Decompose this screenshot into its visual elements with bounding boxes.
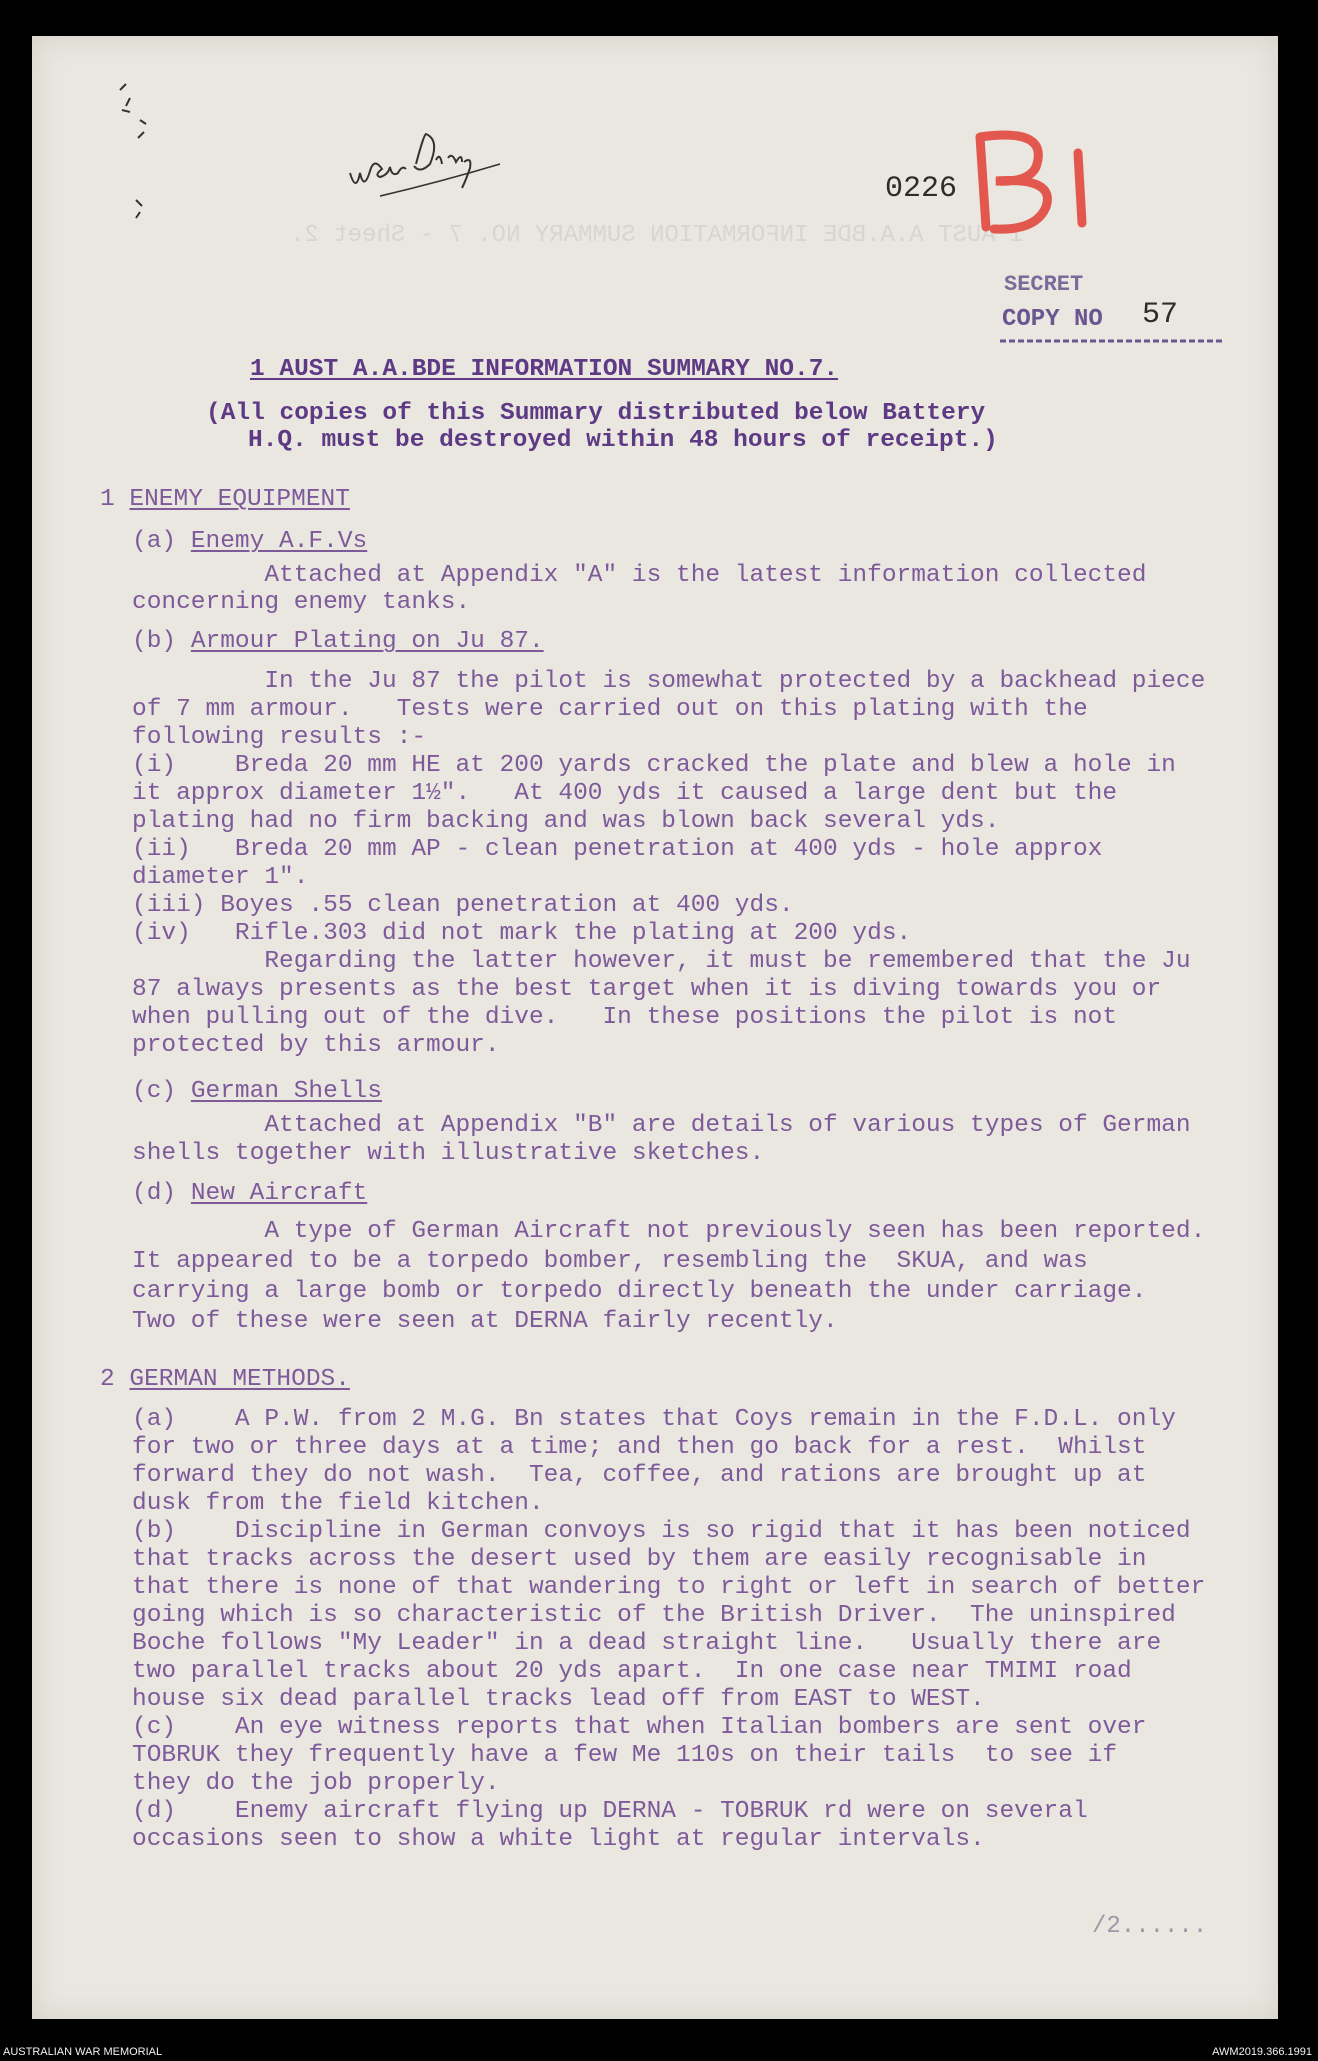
text-line: (b) Discipline in German convoys is so rigid that it has been noticed	[132, 1518, 1191, 1545]
text-line: that tracks across the desert used by them are easily recognisable in	[132, 1546, 1147, 1573]
text-line: protected by this armour.	[132, 1032, 500, 1059]
text-line: (iii) Boyes .55 clean penetration at 400 yds.	[132, 892, 794, 919]
text-line: Two of these were seen at DERNA fairly recently.	[132, 1308, 838, 1335]
document-title: 1 AUST A.A.BDE INFORMATION SUMMARY NO.7.	[250, 356, 839, 383]
text-line: A type of German Aircraft not previously seen has been reported.	[132, 1218, 1206, 1245]
text-line: Attached at Appendix "A" is the latest information collected	[132, 562, 1147, 589]
text-line: dusk from the field kitchen.	[132, 1490, 544, 1517]
text-line: In the Ju 87 the pilot is somewhat protected by a backhead piece	[132, 668, 1206, 695]
text-line: house six dead parallel tracks lead off from EAST to WEST.	[132, 1686, 985, 1713]
text-line: 87 always presents as the best target when it is diving towards you or	[132, 976, 1162, 1003]
text-line: when pulling out of the dive. In these positions the pilot is not	[132, 1004, 1118, 1031]
footer-credit: AUSTRALIAN WAR MEMORIAL	[3, 2046, 163, 2058]
text-line: (a) A P.W. from 2 M.G. Bn states that Coys remain in the F.D.L. only	[132, 1406, 1176, 1433]
copy-number: 57	[1142, 298, 1179, 332]
section1-heading: 1 ENEMY EQUIPMENT	[100, 486, 350, 513]
header-note-line2: H.Q. must be destroyed within 48 hours of receipt.)	[248, 427, 998, 454]
copy-label: COPY NO	[1002, 306, 1103, 333]
text-line: Boche follows "My Leader" in a dead straight line. Usually there are	[132, 1630, 1162, 1657]
header-note-line1: (All copies of this Summary distributed below Battery	[206, 400, 986, 427]
text-line: It appeared to be a torpedo bomber, resembling the SKUA, and was	[132, 1248, 1088, 1275]
text-line: TOBRUK they frequently have a few Me 110s on their tails to see if	[132, 1742, 1118, 1769]
subsection-1a-heading: (a) Enemy A.F.Vs	[132, 528, 368, 555]
subsection-1b-heading: (b) Armour Plating on Ju 87.	[132, 628, 544, 655]
text-line: two parallel tracks about 20 yds apart. In one case near TMIMI road	[132, 1658, 1132, 1685]
footer-bar	[0, 2043, 1318, 2061]
pin-marks	[100, 80, 190, 240]
text-line: plating had no firm backing and was blown back several yds.	[132, 808, 1000, 835]
show-through-text: 1 AUST A.A.BDE INFORMATION SUMMARY NO. 7 - Sheet 2.	[290, 222, 1025, 249]
text-line: they do the job properly.	[132, 1770, 500, 1797]
secret-stamp: SECRET	[1004, 272, 1084, 297]
text-line: (ii) Breda 20 mm AP - clean penetration at 400 yds - hole approx	[132, 836, 1103, 863]
text-line: (iv) Rifle.303 did not mark the plating at 200 yds.	[132, 920, 912, 947]
folio-number: 0226	[885, 172, 958, 206]
text-line: that there is none of that wandering to right or left in search of better	[132, 1574, 1206, 1601]
text-line: (d) Enemy aircraft flying up DERNA - TOBRUK rd were on several	[132, 1798, 1088, 1825]
text-line: (i) Breda 20 mm HE at 200 yards cracked the plate and blew a hole in	[132, 752, 1176, 779]
text-line: Regarding the latter however, it must be remembered that the Ju	[132, 948, 1191, 975]
text-line: it approx diameter 1½". At 400 yds it caused a large dent but the	[132, 780, 1118, 807]
text-line: forward they do not wash. Tea, coffee, and rations are brought up at	[132, 1462, 1147, 1489]
section2-heading: 2 GERMAN METHODS.	[100, 1366, 350, 1393]
copy-dotted-underline	[1000, 334, 1230, 348]
text-line: going which is so characteristic of the British Driver. The uninspired	[132, 1602, 1176, 1629]
subsection-1c-heading: (c) German Shells	[132, 1078, 382, 1105]
text-line: for two or three days at a time; and then go back for a rest. Whilst	[132, 1434, 1147, 1461]
text-line: diameter 1".	[132, 864, 309, 891]
text-line: occasions seen to show a white light at regular intervals.	[132, 1826, 985, 1853]
text-line: shells together with illustrative sketches.	[132, 1140, 765, 1167]
text-line: of 7 mm armour. Tests were carried out on this plating with the	[132, 696, 1088, 723]
subsection-1d-heading: (d) New Aircraft	[132, 1180, 368, 1207]
text-line: Attached at Appendix "B" are details of various types of German	[132, 1112, 1191, 1139]
text-line: carrying a large bomb or torpedo directly beneath the under carriage.	[132, 1278, 1147, 1305]
footer-accession-id: AWM2019.366.1991	[1212, 2046, 1312, 2058]
text-line: (c) An eye witness reports that when Italian bombers are sent over	[132, 1714, 1147, 1741]
text-line: concerning enemy tanks.	[132, 589, 471, 616]
continuation-mark: /2......	[1092, 1913, 1208, 1940]
war-diary-handwriting	[340, 118, 560, 208]
red-b1-mark	[960, 125, 1100, 235]
text-line: following results :-	[132, 724, 427, 751]
